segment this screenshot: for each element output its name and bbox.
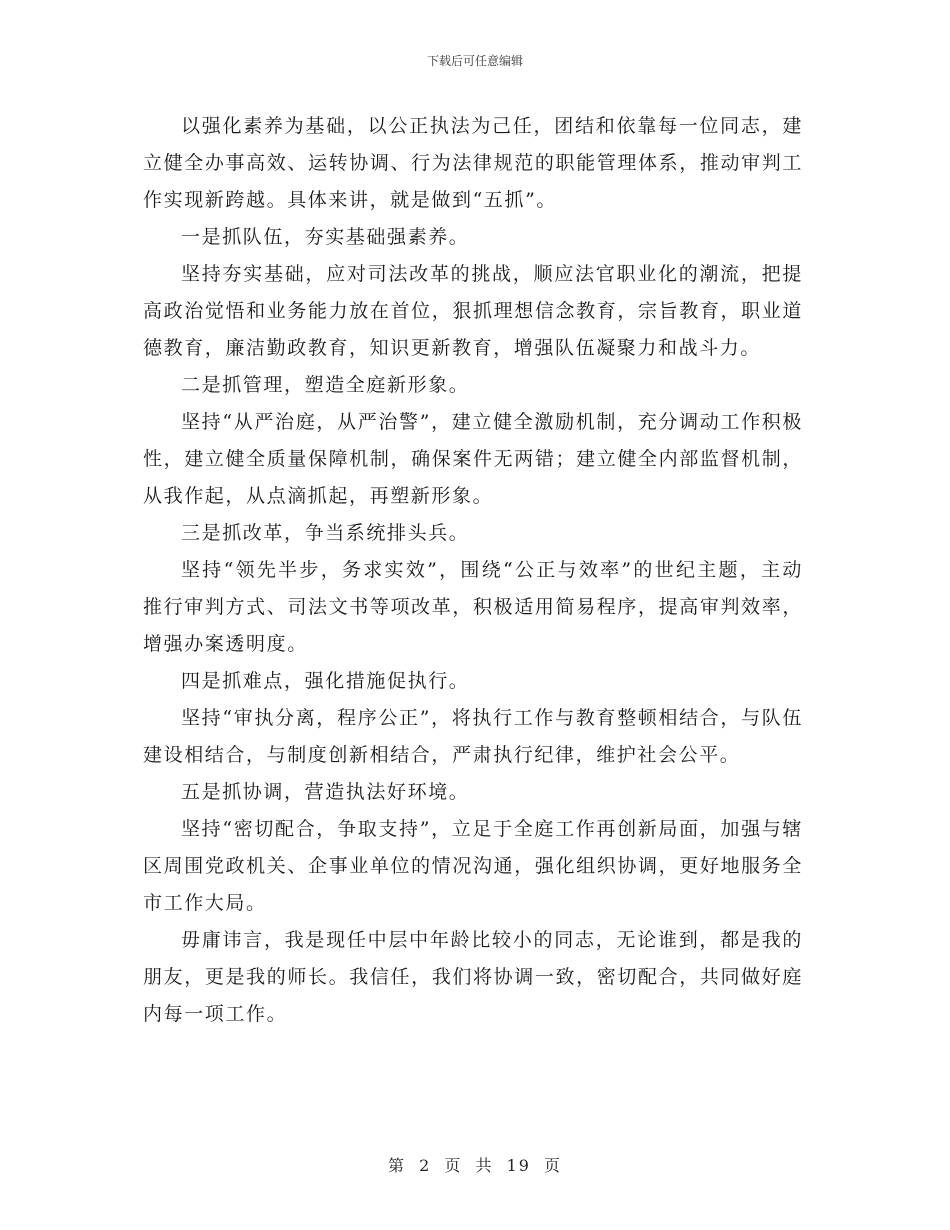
section-heading: 三是抓改革，争当系统排头兵。: [181, 522, 470, 544]
footer-prefix: 第: [387, 1156, 406, 1175]
paragraph: 坚持“审执分离，程序公正”，将执行工作与教育整顿相结合，与队伍建设相结合，与制度创新相结合，严肃执行纪律，维护社会公平。: [143, 707, 803, 766]
footer-page-word: 页: [444, 1156, 463, 1175]
paragraph: 坚持夯实基础，应对司法改革的挑战，顺应法官职业化的潮流，把提高政治觉悟和业务能力放在首位，狠抓理想信念教育，宗旨教育，职业道德教育，廉洁勤政教育，知识更新教育，增强队伍凝聚力和战斗力。: [143, 263, 803, 359]
section-heading: 五是抓协调，营造执法好环境。: [181, 781, 470, 803]
paragraph: 毋庸讳言，我是现任中层中年龄比较小的同志，无论谁到，都是我的朋友，更是我的师长。我信任，我们将协调一致，密切配合，共同做好庭内每一项工作。: [143, 929, 803, 1025]
header-note: 下载后可任意编辑: [426, 54, 523, 68]
section-heading: 四是抓难点，强化措施促执行。: [181, 670, 470, 692]
page-footer: [0, 1153, 950, 1176]
total-pages-number: 19: [506, 1156, 531, 1175]
footer-total-word: 共: [475, 1156, 494, 1175]
paragraph: 以强化素养为基础，以公正执法为己任，团结和依靠每一位同志，建立健全办事高效、运转协调、行为法律规范的职能管理体系，推动审判工作实现新跨越。具体来讲，就是做到“五抓”。: [143, 115, 803, 211]
section-heading: 二是抓管理，塑造全庭新形象。: [181, 374, 470, 396]
document-body: [143, 108, 803, 1033]
footer-suffix: 页: [544, 1156, 563, 1175]
current-page-number: 2: [419, 1156, 432, 1175]
paragraph: 坚持“密切配合，争取支持”，立足于全庭工作再创新局面，加强与辖区周围党政机关、企事业单位的情况沟通，强化组织协调，更好地服务全市工作大局。: [143, 818, 803, 914]
paragraph: 坚持“从严治庭，从严治警”，建立健全激励机制，充分调动工作积极性，建立健全质量保障机制，确保案件无两错；建立健全内部监督机制，从我作起，从点滴抓起，再塑新形象。: [143, 411, 803, 507]
paragraph: 坚持“领先半步，务求实效”，围绕“公正与效率”的世纪主题，主动推行审判方式、司法文书等项改革，积极适用简易程序，提高审判效率，增强办案透明度。: [143, 559, 803, 655]
section-heading: 一是抓队伍，夯实基础强素养。: [181, 226, 470, 248]
